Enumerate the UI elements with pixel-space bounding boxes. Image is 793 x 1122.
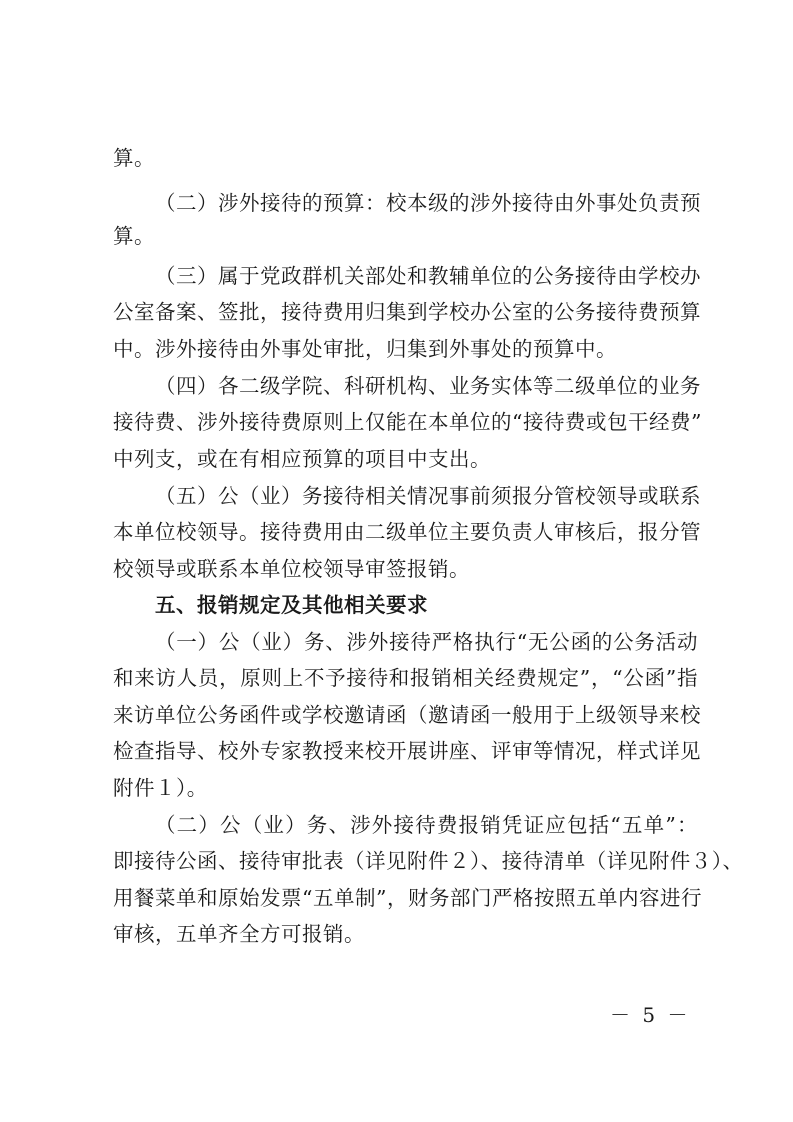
text-line: 用餐菜单和原始发票“五单制”，财务部门严格按照五单内容进行 <box>113 886 702 910</box>
text-line: 来访单位公务函件或学校邀请函（邀请函一般用于上级领导来校 <box>113 703 701 727</box>
text-line: 接待费、涉外接待费原则上仅能在本单位的“接待费或包干经费” <box>113 410 702 434</box>
text-line: 附件１）。 <box>113 776 208 800</box>
text-line: （二）涉外接待的预算：校本级的涉外接待由外事处负责预 <box>155 191 701 215</box>
text-line: 算。 <box>113 146 155 170</box>
text-line: 公室备案、签批，接待费用归集到学校办公室的公务接待费预算 <box>113 300 701 324</box>
section-heading: 五、报销规定及其他相关要求 <box>155 593 428 617</box>
text-line: 中。涉外接待由外事处审批，归集到外事处的预算中。 <box>113 337 617 361</box>
text-line: 本单位校领导。接待费用由二级单位主要负责人审核后，报分管 <box>113 520 701 544</box>
text-line: （四）各二级学院、科研机构、业务实体等二级单位的业务 <box>155 374 701 398</box>
text-line: 和来访人员，原则上不予接待和报销相关经费规定”，“公函”指 <box>113 666 698 690</box>
text-line: （五）公（业）务接待相关情况事前须报分管校领导或联系 <box>155 484 701 508</box>
text-line: （二）公（业）务、涉外接待费报销凭证应包括“五单”： <box>155 813 698 837</box>
text-line: 中列支，或在有相应预算的项目中支出。 <box>113 447 491 471</box>
text-line: 校领导或联系本单位校领导审签报销。 <box>113 557 470 581</box>
text-line: 检查指导、校外专家教授来校开展讲座、评审等情况，样式详见 <box>113 739 701 763</box>
text-line: 算。 <box>113 224 155 248</box>
text-line: （一）公（业）务、涉外接待严格执行“无公函的公务活动 <box>155 630 698 654</box>
page-number: － 5 － <box>610 1003 691 1027</box>
text-line: （三）属于党政群机关部处和教辅单位的公务接待由学校办 <box>155 264 701 288</box>
text-line: 审核，五单齐全方可报销。 <box>113 922 365 946</box>
text-line: 即接待公函、接待审批表（详见附件２）、接待清单（详见附件３）、 <box>113 849 744 873</box>
